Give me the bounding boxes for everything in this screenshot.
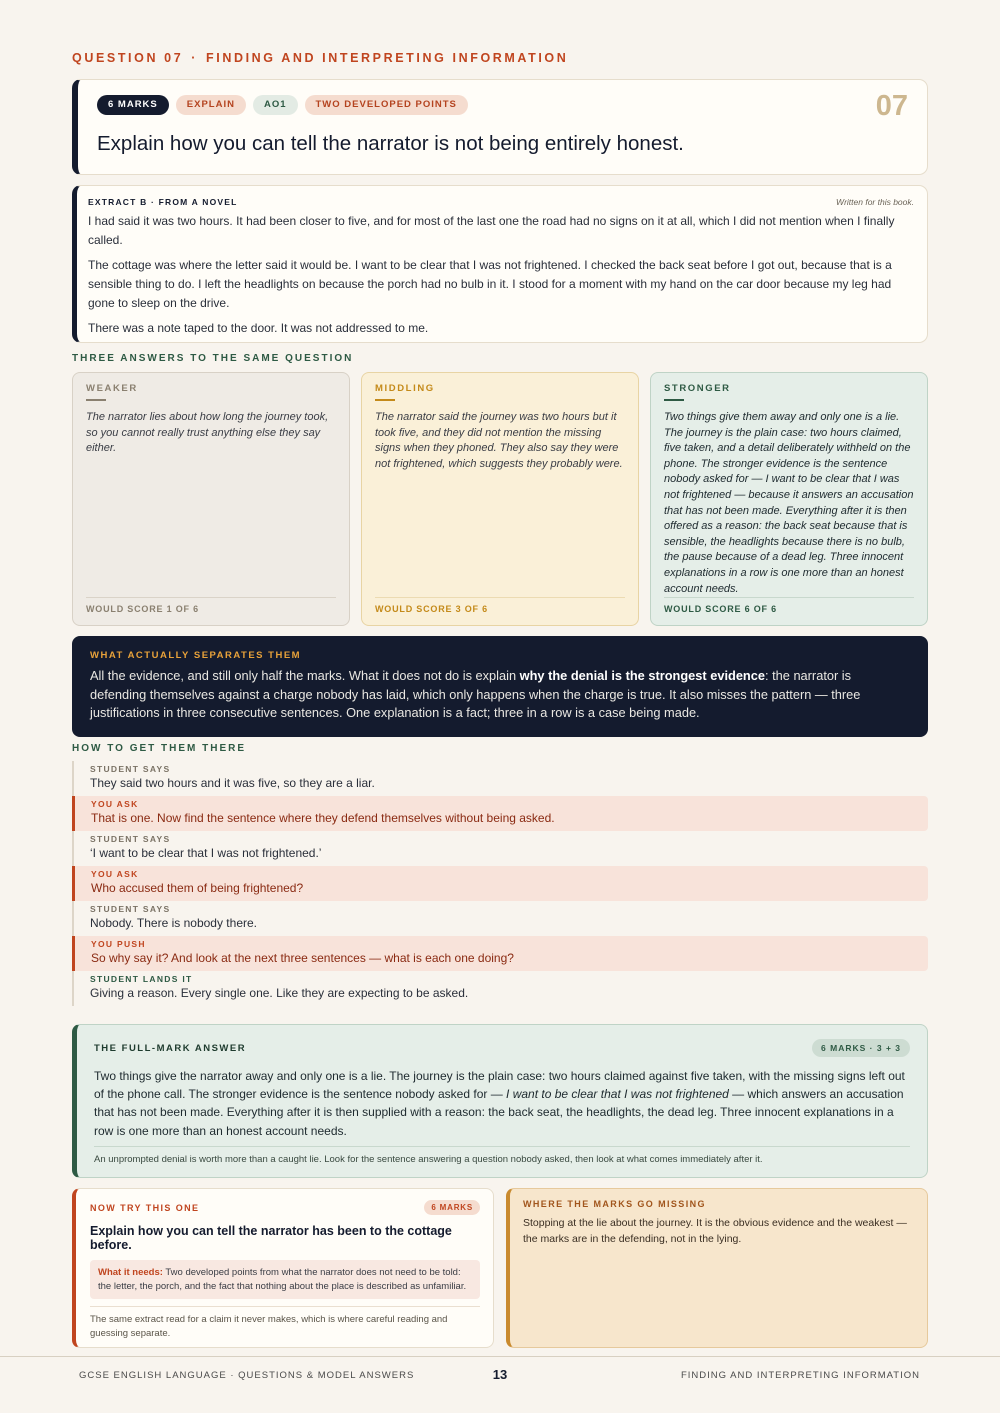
extract-label: EXTRACT B · FROM A NOVEL (88, 196, 238, 207)
stronger-answer-card (650, 372, 928, 626)
teacher-turn (72, 796, 928, 831)
quoted-evidence: I want to be clear that I was not frightened (506, 1087, 729, 1102)
answer-text-part: — which answers an accusation that has not been made. Everything after it is then supplied with a reason: the back seat, the headlights, the dead leg. Three innocent explanations in a row is one more than an honest account needs. (94, 1087, 904, 1138)
extract-paragraph: I had said it was two hours. It had been closer to five, and for most of the last one the road had no signs on it at all, which I did not mention when I finally called. (88, 214, 895, 247)
middling-answer-card (361, 372, 639, 626)
question-text: Explain how you can tell the narrator is not being entirely honest. (97, 132, 684, 155)
answer-level: STRONGER (664, 383, 731, 394)
command-word-tag: EXPLAIN (176, 95, 246, 115)
missing-label: WHERE THE MARKS GO MISSING (523, 1199, 706, 1209)
answer-text: The narrator said the journey was two hours but it took five, and they did not mention the missing signs when they phoned. They also say they were not frightened, which suggests they probably were. (375, 411, 623, 470)
requirement-tag: TWO DEVELOPED POINTS (305, 95, 468, 115)
needs-text: Two developed points from what the narrator does not need to be told: the letter, the porch, and the fact that nothing about the place is described as unfamiliar. (98, 1267, 467, 1292)
extract-card (72, 185, 928, 343)
speaker-line: Who accused them of being frightened? (91, 881, 304, 895)
answers-heading: THREE ANSWERS TO THE SAME QUESTION (72, 353, 354, 364)
answer-score: WOULD SCORE 6 OF 6 (664, 597, 914, 614)
answer-text: Two things give them away and only one is a lie. The journey is the plain case: two hours claimed, five taken, and a detail deliberately withheld on the phone. The stronger evidence is the sentence nobody asked for — I want to be clear that I was not frightened — because it answers an accusation that has not been made. Everything after it is then offered as a reason: the back seat because that is sensible, the headlights because there is no bulb, the pause because of a dead leg. Three innocent explanations in a row is one more than an honest account needs. (664, 411, 914, 595)
level-rule (375, 399, 395, 401)
level-rule (86, 399, 106, 401)
speaker-line: ‘I want to be clear that I was not frightened.’ (90, 846, 322, 860)
callout-text (90, 667, 910, 723)
teacher-turn (72, 936, 928, 971)
speaker-label: YOU PUSH (91, 939, 146, 949)
dialogue-heading: HOW TO GET THEM THERE (72, 743, 247, 754)
callout-text-part: All the evidence, and still only half the marks. What it does not do is explain (90, 668, 520, 683)
speaker-line: Giving a reason. Every single one. Like they are expecting to be asked. (90, 986, 469, 1000)
answer-score: WOULD SCORE 3 OF 6 (375, 597, 625, 614)
assessment-objective-tag: AO1 (253, 95, 298, 115)
needs-label: What it needs: (98, 1267, 163, 1278)
marks-tag: 6 MARKS (97, 95, 169, 115)
full-mark-label: THE FULL-MARK ANSWER (94, 1042, 247, 1054)
full-mark-tip: An unprompted denial is worth more than a caught lie. Look for the sentence answering a question nobody asked, then look at what comes immediately after it. (94, 1146, 910, 1165)
weaker-answer-card (72, 372, 350, 626)
page-number: 13 (492, 1367, 508, 1382)
callout-emphasis: why the denial is the strongest evidence (519, 668, 765, 683)
speaker-line: So why say it? And look at the next three sentences — what is each one doing? (91, 951, 514, 965)
student-turn (72, 761, 928, 796)
speaker-label: STUDENT SAYS (90, 834, 171, 844)
speaker-label: YOU ASK (91, 869, 139, 879)
callout-text-part: : the narrator is defending themselves against a charge nobody has laid, which only happens when the charge is true. It also misses the pattern — three justifications in three consecutive sentences. One explanation is a fact; three in a row is a case being made. (90, 668, 861, 720)
separates-callout (72, 636, 928, 737)
speaker-label: STUDENT SAYS (90, 764, 171, 774)
chapter-title: FINDING AND INTERPRETING INFORMATION (680, 1370, 920, 1381)
callout-label: WHAT ACTUALLY SEPARATES THEM (90, 650, 302, 661)
eyebrow-separator: · (191, 51, 199, 65)
full-mark-text (94, 1067, 910, 1140)
student-turn (72, 971, 928, 1006)
answer-score: WOULD SCORE 1 OF 6 (86, 597, 336, 614)
answer-text-part: Two things give the narrator away and only one is a lie. The journey is the plain case: two hours claimed against five taken, with the missing signs left out of the phone call. The stronger evidence is the sentence nobody asked for — (94, 1069, 905, 1102)
missing-text: Stopping at the lie about the journey. It is the obvious evidence and the weakest — the marks are in the defending, not in the lying. (523, 1217, 907, 1245)
full-mark-answer-card (72, 1024, 928, 1178)
practice-question: Explain how you can tell the narrator has been to the cottage before. (90, 1224, 452, 1252)
try-footnote: The same extract read for a claim it never makes, which is where careful reading and guessing separate. (90, 1306, 480, 1341)
page-footer (0, 1356, 1000, 1413)
question-card (72, 79, 928, 175)
extract-paragraph: There was a note taped to the door. It was not addressed to me. (88, 321, 429, 335)
speaker-line: Nobody. There is nobody there. (90, 916, 257, 930)
answer-level: MIDDLING (375, 383, 435, 394)
extract-note: Written for this book. (836, 196, 914, 207)
speaker-label: YOU ASK (91, 799, 139, 809)
student-turn (72, 901, 928, 936)
question-tags (97, 95, 468, 115)
try-this-card (72, 1188, 494, 1348)
marks-missing-card (506, 1188, 928, 1348)
try-label: NOW TRY THIS ONE (90, 1202, 200, 1213)
topic-label: FINDING AND INTERPRETING INFORMATION (206, 51, 569, 65)
question-label: QUESTION 07 (72, 51, 184, 65)
student-turn (72, 831, 928, 866)
book-title: GCSE ENGLISH LANGUAGE · QUESTIONS & MODEL ANSWERS (79, 1370, 415, 1381)
needs-box (90, 1260, 480, 1299)
extract-paragraph: The cottage was where the letter said it would be. I want to be clear that I was not frightened. I checked the back seat before I got out, because that is a sensible thing to do. I left the headlights on because the porch had no bulb in it. I stood for a moment with my hand on the car door because my leg had gone to sleep on the drive. (88, 258, 892, 310)
speaker-line: That is one. Now find the sentence where they defend themselves without being asked. (91, 811, 555, 825)
section-eyebrow (72, 51, 568, 65)
marks-badge: 6 MARKS (424, 1200, 480, 1215)
level-rule (664, 399, 684, 401)
answer-text: The narrator lies about how long the journey took, so you cannot really trust anything else they say either. (86, 411, 329, 455)
speaker-label: STUDENT LANDS IT (90, 974, 193, 984)
speaker-label: STUDENT SAYS (90, 904, 171, 914)
coaching-dialogue (72, 761, 928, 1006)
marks-badge: 6 MARKS · 3 + 3 (812, 1039, 910, 1057)
question-number: 07 (875, 90, 908, 122)
answer-level: WEAKER (86, 383, 138, 394)
teacher-turn (72, 866, 928, 901)
speaker-line: They said two hours and it was five, so they are a liar. (90, 776, 375, 790)
